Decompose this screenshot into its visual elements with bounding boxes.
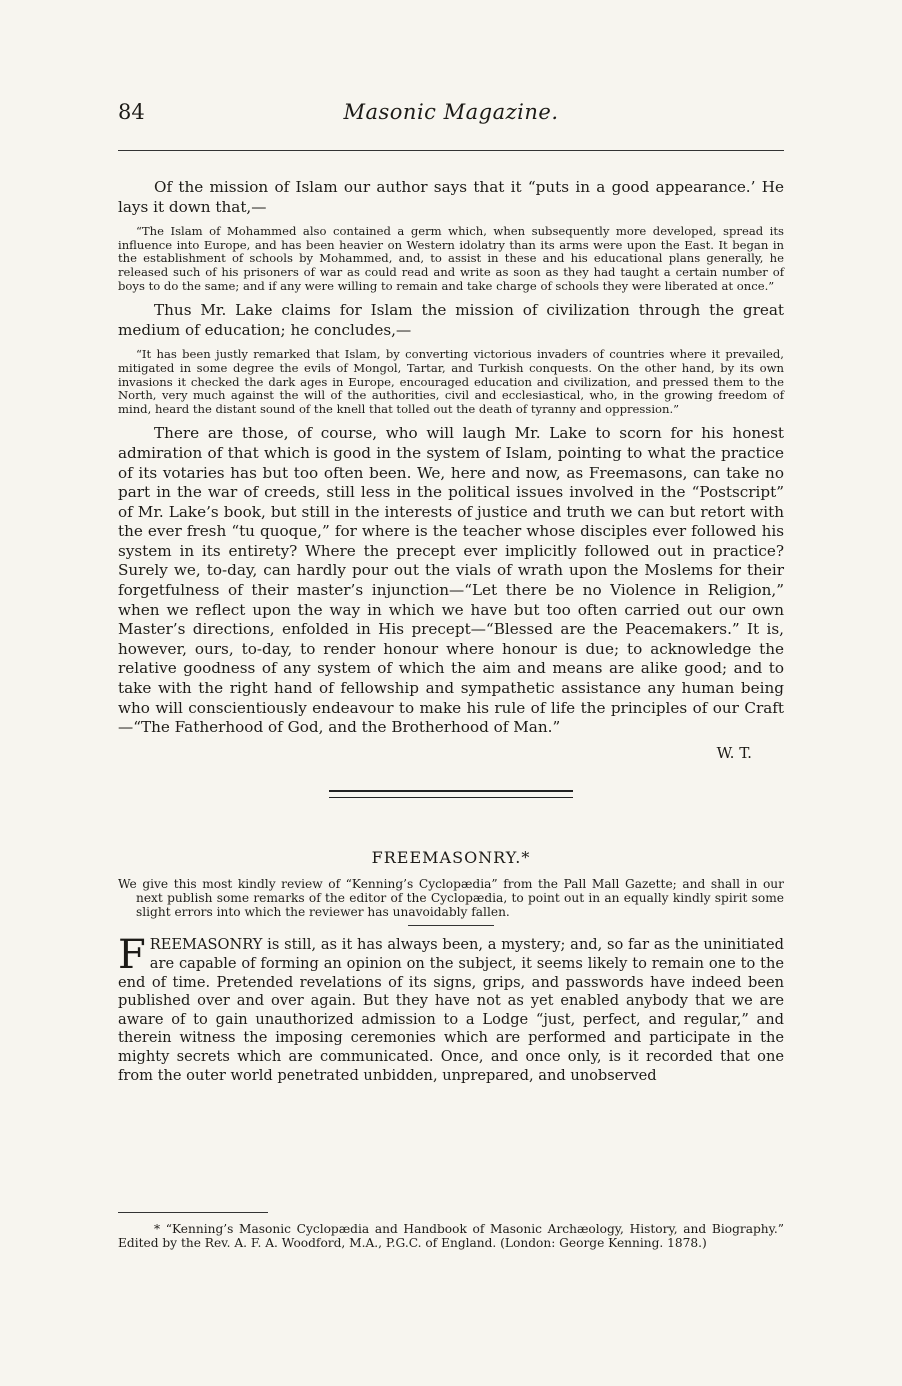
running-title: Masonic Magazine. bbox=[343, 100, 559, 124]
note-rule bbox=[408, 925, 494, 926]
paragraph-2: Thus Mr. Lake claims for Islam the mission of civilization through the great medium of education; he concludes,— bbox=[118, 301, 784, 339]
page-header bbox=[118, 96, 784, 136]
article-body-text: REEMASONRY is still, as it has always been, a mystery; and, so far as the uninitiated are capable of forming an opinion on the subject, it seems likely to remain one to the end of time. Pretended revelations of its signs, grips, and passwords have indeed been published over and over again. But they have not as yet enabled anybody that we are aware of to gain unauthorized admission to a Lodge “just, perfect, and regular,” and therein witness the imposing ceremonies which are performed and participate in the mighty secrets which are communicated. Once, and once only, is it recorded that one from the outer world penetrated unbidden, unprepared, and unobserved bbox=[118, 936, 784, 1084]
block-quote-1: “The Islam of Mohammed also contained a germ which, when subsequently more developed, spread its influence into Europe, and has been heavier on Western idolatry than its arms were upon the East. It began in the establishment of schools by Mohammed, and, to assist in these and his educational plans generally, he released such of his prisoners of war as could read and write as soon as they had taught a certain number of boys to do the same; and if any were willing to remain and take charge of schools they were liberated at once.” bbox=[118, 224, 784, 293]
footnote: * “Kenning’s Masonic Cyclopædia and Handbook of Masonic Archæology, History, and Biography.” Edited by the Rev. A. F. A. Woodford, M.A., P.G.C. of England. (London: George Kenning. 1878.) bbox=[118, 1222, 784, 1250]
section-title: FREEMASONRY.* bbox=[371, 847, 531, 867]
header-rule bbox=[118, 150, 784, 151]
article-content bbox=[118, 178, 784, 1085]
signature: W. T. bbox=[716, 743, 752, 762]
paragraph-1: Of the mission of Islam our author says that it “puts in a good appearance.’ He lays it down that,— bbox=[118, 178, 784, 216]
section-divider bbox=[329, 790, 573, 798]
paragraph-3: There are those, of course, who will laugh Mr. Lake to scorn for his honest admiration of that which is good in the system of Islam, pointing to what the practice of its votaries has but too often been. We, here and now, as Freemasons, can take no part in the war of creeds, still less in the political issues involved in the “Postscript” of Mr. Lake’s book, but still in the interests of justice and truth we can but retort with the ever fresh “tu quoque,” for where is the teacher whose disciples ever followed his system in its entirety? Where the precept ever implicitly followed out in practice? Surely we, to-day, can hardly pour out the vials of wrath upon the Moslems for their forgetfulness of their master’s injunction—“Let there be no Violence in Religion,” when we reflect upon the way in which we have but too often carried out our own Master’s directions, enfolded in His precept—“Blessed are the Peacemakers.” It is, however, ours, to-day, to render honour where honour is due; to acknowledge the relative goodness of any system of which the aim and means are alike good; and to take with the right hand of fellowship and sympathetic assistance any human being who will conscientiously endeavour to make his rule of life the principles of our Craft—“The Fatherhood of God, and the Brotherhood of Man.” bbox=[118, 424, 784, 737]
page-number: 84 bbox=[118, 100, 145, 124]
footnote-rule bbox=[118, 1212, 268, 1213]
drop-cap: F bbox=[118, 932, 146, 979]
editor-note: We give this most kindly review of “Kenning’s Cyclopædia” from the Pall Mall Gazette; and shall in our next publish some remarks of the editor of the Cyclopædia, to point out in an equally kindly spirit some slight errors into which the reviewer has unavoidably fallen. bbox=[118, 876, 784, 920]
block-quote-2: “It has been justly remarked that Islam, by converting victorious invaders of countries where it prevailed, mitigated in some degree the evils of Mongol, Tartar, and Turkish conquests. On the other hand, by its own invasions it checked the dark ages in Europe, encouraged education and civilization, and pressed them to the North, very much against the will of the authorities, civil and ecclesiastical, who, in the growing freedom of mind, heard the distant sound of the knell that tolled out the death of tyranny and oppression.” bbox=[118, 347, 784, 416]
article-body bbox=[118, 932, 784, 1085]
